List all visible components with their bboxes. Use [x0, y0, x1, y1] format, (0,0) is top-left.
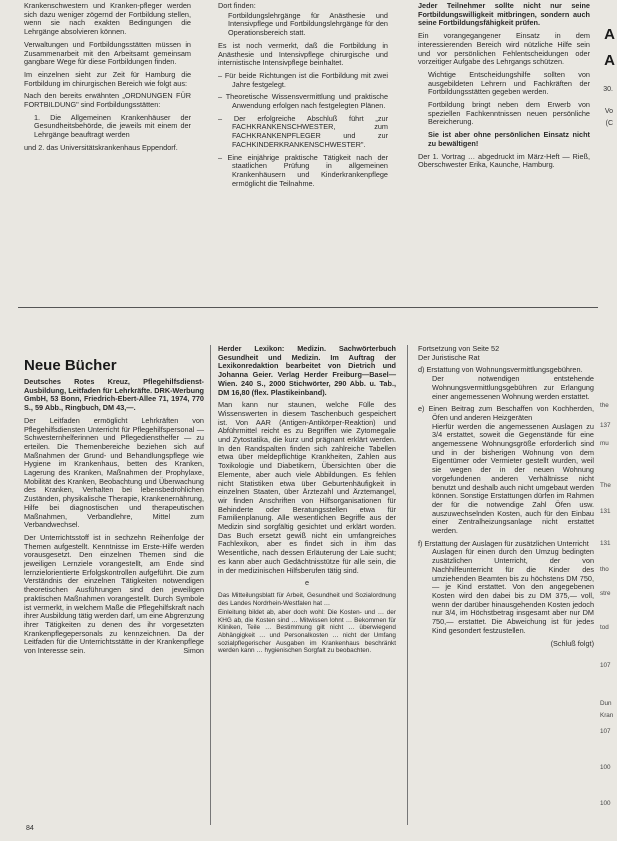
- column-divider: [407, 345, 408, 825]
- list-item: – Theoretische Wissensvermittlung und praktische Anwendung erfolgen nach festgelegten Plänen.: [218, 92, 388, 111]
- paragraph: Man kann nur staunen, welche Fülle des Wissenswerten in diesem Taschenbuch gespeichert ist. Von AAR (Antigen-Antikörper-Reaktion) und Abführmittel reicht es zu Begriffen wie Zytomegalie und Zytostatika, die kurz und prägnant erklärt werden. In den Randspalten finden sich zahlreiche Tabellen etwa über meldepflichtige Krankheiten, Zahlen aus Toxikologie und Diabetikern, Übersichten über die Elemente, aber auch viele Abbildungen. Es fehlen nicht Statistiken etwa über Geburtenhäufigkeit in einzelnen Staaten, über Ärztezahl und Ärztemangel, wir finden Anschriften von Hilfsorganisationen für Behinderte oder Beratungsstellen etwa für Familienplanung. Alle wesentlichen Begriffe aus der Medizin sind sorgfältig gesichtet und erklärt worden. Das Buch ersetzt gewiß nicht ein umfangreiches Fachlexikon, aber es findet sich in ihm das Wesentliche, nach dessen Erläuterung der Laie sucht; es kann aber auch Gedächtnisstütze für alle sein, die in der medizinischen Hilfsberufen tätig sind.: [218, 400, 396, 575]
- paragraph: Verwaltungen und Fortbildungsstätten müssen in Zusammenarbeit mit den Arbeitsamt gemeinsam gangbare Wege für diese Fortbildungen finden.: [24, 39, 191, 67]
- margin-letter: A: [604, 26, 615, 43]
- paragraph: Das Mitteilungsblatt für Arbeit, Gesundheit und Sozialordnung des Landes Nordrhein-Westfalen hat …: [218, 591, 396, 607]
- footnote: Der 1. Vortrag … abgedruckt im März-Heft — Rieß, Oberschwester Erika, Kaunche, Hamburg.: [418, 151, 590, 170]
- top-left-column: [24, 2, 191, 157]
- margin-fragment: Vo: [604, 108, 613, 115]
- paragraph: Dort finden:: [218, 1, 256, 10]
- margin-fragment: Dun: [600, 700, 612, 707]
- paragraph: Der Leitfaden ermöglicht Lehrkräften von Pflegehilfsdiensten Unterricht für Pflegehilfspersonal — Schwesternhelferinnen und Pflegediensthelfer — zu erteilen. Die Themenbereiche beziehen sich auf Maßnahmen der Grund- und Behandlungspflege wie Hygiene im Krankenhaus, betten des Kranken, Lagerung des Kranken, Maßnahmen der Prophylaxe, Mobilität des Kranken, Beobachtung und Überwachung des Kranken, Verhalten bei lebensbedrohlichen Zuständen, physikalische Therapie, Krankenernährung, Hilfe bei diagnostischen und therapeutischen Maßnahmen, Verbandlehre, Mittel zum Verbandwechsel.: [24, 415, 204, 530]
- book-citation: Herder Lexikon: Medizin. Sachwörterbuch Gesundheit und Medizin. Im Auftrag der Lexikonredaktion bearbeitet von Dietrich und Johanna Geier. Verlag Herder Freiburg—Basel—Wien. 240 S., 2000 Stichwörter, 290 Abb. u. Tab., DM 16,80 (flex. Plastikeinband).: [218, 344, 396, 397]
- margin-fragment: 100: [600, 764, 611, 771]
- margin-fragment: 137: [600, 422, 611, 429]
- list-item: 1. Die Allgemeinen Krankenhäuser der Gesundheitsbehörde, die jeweils mit einem der Lehrgänge beauftragt werden: [34, 112, 191, 140]
- margin-fragment: tod: [600, 624, 609, 631]
- paragraph: und 2. das Universitätskrankenhaus Eppendorf.: [24, 142, 178, 152]
- paragraph: Sie ist aber ohne persönlichen Einsatz nicht zu bewältigen!: [428, 130, 590, 148]
- to-be-continued: (Schluß folgt): [550, 638, 594, 648]
- margin-fragment: stre: [600, 590, 611, 597]
- paragraph: Ein vorangegangener Einsatz in dem interessierenden Bereich wird nützliche Hilfe sein und vor persönlichen Fehlentscheidungen oder vorzeitiger Aufgabe des Lehrgangs schützen.: [418, 31, 590, 67]
- section-heading: Neue Bücher: [24, 357, 117, 374]
- continuation-note: Fortsetzung von Seite 52 Der Juristische Rat: [418, 344, 500, 362]
- margin-fragment: mu: [600, 440, 609, 447]
- margin-fragment: 30.: [603, 86, 613, 93]
- paragraph: Nach den bereits erwähnten „ORDNUNGEN FÜR FORTBILDUNG" sind Fortbildungsstätten:: [24, 91, 191, 110]
- margin-fragment: 100: [600, 800, 611, 807]
- paragraph: Im einzelnen sieht zur Zeit für Hamburg die Fortbildung im chirurgischen Bereich wie folgt aus:: [24, 69, 191, 88]
- margin-fragment: 107: [600, 662, 611, 669]
- margin-fragment: 131: [600, 540, 611, 547]
- top-mid-column: [218, 2, 388, 192]
- book-review-1: [24, 378, 204, 660]
- list-item: – Eine einjährige praktische Tätigkeit nach der staatlichen Prüfung in allgemeinen Krankenhäusern und Kinderkrankenpflege ermöglicht die Teilnahme.: [218, 152, 388, 188]
- margin-fragment: The: [600, 482, 611, 489]
- list-item: f) Erstattung der Auslagen für zusätzlichen Unterricht Auslagen für einen durch den Umzug bedingten zusätzlichen Unterricht, der von Nachhilfeunterricht für die Kinder des umziehenden Beamten bis zu höchstens DM 750,— je Kind erstattet. Von den angegebenen Kosten wird den dabei bis zu DM 375,— voll, wenn der darüber hinausgehenden Kosten jedoch nur 3/4, im Höchstbetrag insgesamt aber nur DM 750,— erstattet. Die Abweichung ist für jedes Kind gesondert festzustellen.: [418, 538, 594, 635]
- page-number: 84: [26, 825, 34, 832]
- margin-fragment: 107: [600, 728, 611, 735]
- margin-letter: A: [604, 52, 615, 69]
- section-divider: [18, 307, 598, 308]
- paragraph: Fortbildungslehrgänge für Anästhesie und Intensivpflege und Fortbildungslehrgänge für den Operationsbereich statt.: [228, 10, 388, 38]
- margin-fragment: tho: [600, 566, 609, 573]
- paragraph: Fortbildung bringt neben dem Erwerb von speziellen Fachkenntnissen neuen persönliche Bereicherung.: [428, 100, 590, 127]
- paragraph: Einleitung bildet ab, aber doch wohl: Die Kosten- und … der KHG ab, die Kosten sind … Mitwissen lohnt … Bekommen für Kliniken, Teile … Bestimmung gilt nicht … überwiegend Abhängigkeit … und Personalkosten … nicht der Umfang sozialpflegerischer Ausgaben im Krankenhaus beschränkt werden kann … hygienischen Sorgfalt zu beobachten.: [218, 609, 396, 655]
- paragraph: Es ist noch vermerkt, daß die Fortbildung in Anästhesie und Intensivpflege chirurgische und internistische Intensivpflege beinhaltet.: [218, 40, 388, 68]
- top-right-column: [418, 2, 590, 174]
- author-signature: Simon: [183, 645, 204, 655]
- paragraph: Wichtige Entscheidungshilfe sollten von ausgebildeten Lehrern und Fachkräften der Fortbildungsstätten gegeben werden.: [428, 69, 590, 97]
- paragraph: Der Unterrichtsstoff ist in sechzehn Reihenfolge der Themen aufgestellt. Kenntnisse im Erste-Hilfe werden vorausgesetzt. Den einzelnen Themen sind die jeweiligen Lernziele vorangestellt, am Ende sind lernzielorientierte Erfolgskontrollen aufgeführt. Die zum Verständnis der einzelnen Tätigkeiten notwendigen theoretischen Ausführungen sind den jeweiligen praktischen Maßnahmen vorangestellt. Durch Symbole ist vermerkt, in welchem Maße die Pflegehilfskraft nach ihrer Ausbildung tätig werden darf, um eine Abgrenzung ihrer Tätigkeiten zu denen des ihr vorgesetzten Krankenpflegepersonals zu kennzeichnen. Da der Leitfaden für die Unterrichtsstätte in der Krankenpflege von Interesse sein.: [24, 532, 204, 656]
- margin-fragment: (C: [605, 120, 613, 127]
- margin-fragment: 131: [600, 508, 611, 515]
- legal-advice-column: [418, 345, 594, 652]
- margin-fragment: the: [600, 402, 609, 409]
- list-item: – Der erfolgreiche Abschluß führt „zur FACHKRANKENSCHWESTER, zum FACHKRANKENPFLEGER und zur FACHKINDERKRANKENSCHWESTER".: [218, 113, 388, 149]
- paragraph: Jeder Teilnehmer sollte nicht nur seine Fortbildungswilligkeit mitbringen, sondern auch seine Fortbildungsfähigkeit prüfen.: [418, 1, 590, 28]
- column-divider: [210, 345, 211, 825]
- list-item: – Für beide Richtungen ist die Fortbildung mit zwei Jahre festgelegt.: [218, 70, 388, 89]
- list-item: e) Einen Beitrag zum Beschaffen von Kochherden, Öfen und anderen Heizgeräten Hierfür werden die angemessenen Auslagen zu 3/4 erstattet, soweit die Gegenstände für eine angemessene Wohnungsgröße erforderlich sind und in der bisherigen Wohnung von dem Eigentümer oder Vermieter gestellt wurden, weil sie wegen der in der neuen Wohnung vorgefundenen anderen Verhältnisse nicht benutzt und deshalb auch nicht umgebaut werden können. Sonstige Erstattungen dürfen im Rahmen der für die notwendige Zahl Öfen usw. auszuwechselnden Kosten, auch für den Einbau einer Zentralheizungsanlage nicht erstattet werden.: [418, 404, 594, 536]
- book-review-2: [218, 345, 396, 659]
- paragraph: Krankenschwestern und Kranken-pfleger werden sich dazu weniger zögernd der Fortbildung stellen, wenn sie nach exakten Bedingungen die Lehrgänge absolvieren können.: [24, 1, 191, 37]
- list-item: d) Erstattung von Wohnungsvermittlungsgebühren. Der notwendigen entstehende Wohnungsvermittlungsgebühren zur Erlangung einer angemessenen Wohnung werden erstattet.: [418, 365, 594, 401]
- book-citation: Deutsches Rotes Kreuz, Pflegehilfsdienst-Ausbildung, Leitfaden für Lehrkräfte. DRK-Werbung GmbH, 53 Bonn, Friedrich-Ebert-Allee 71, 1974, 770 S., 59 Abb., Ringbuch, DM 43,—.: [24, 377, 204, 413]
- separator-mark: e: [304, 578, 310, 588]
- margin-fragment: Kran: [600, 712, 614, 719]
